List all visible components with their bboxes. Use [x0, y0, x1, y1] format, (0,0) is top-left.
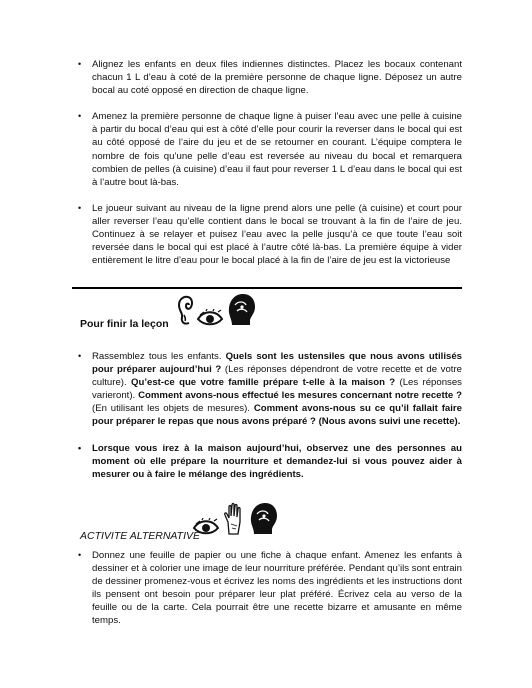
list-item [72, 110, 462, 189]
alternative-icons [192, 502, 278, 536]
bullet: • [78, 351, 82, 361]
eye-icon [196, 309, 224, 327]
ear-icon [176, 295, 194, 327]
head-silhouette-icon [226, 293, 256, 327]
list-item [72, 549, 462, 628]
list-item [72, 58, 462, 97]
question-text: Comment avons-nous effectué les mesures concernant notre recette ? [138, 390, 462, 402]
question-text: Quels sont les ustensiles que nous avons utilisés pour préparer aujourd’hui ? [92, 351, 462, 376]
list-item [72, 202, 462, 267]
bullet: • [78, 550, 82, 560]
bullet: • [78, 59, 82, 69]
closing-list [72, 350, 462, 481]
question-text: Qu’est-ce que votre famille prépare t-elle à la maison ? [131, 377, 396, 389]
alternative-heading: ACTIVITE ALTERNATIVE [80, 530, 200, 542]
section-divider [72, 287, 462, 289]
question-text: Comment avons-nous su ce qu’il fallait faire pour préparer le repas que nous avons préparé ? (Nous avons suivi une recette). [92, 403, 462, 428]
text-run: (En utilisant les objets de mesures). [92, 403, 254, 415]
text-run: (Les réponses varieront). [92, 377, 462, 402]
list-item-text: Amenez la première personne de chaque ligne à puiser l’eau avec une pelle à cuisine à partir du bocal d’eau qui est à côté d’elle pour courir la reverser dans le bocal qui est au côté opposé de l’aire du jeu et de se retourner en courant. L’équipe comptera le nombre de fois qu’une pelle d’eau est reversée au niveau du bocal et remarquera combien de pelles (à cuisine) d’eau il faut pour reverser 1 L d’eau dans le bocal qui est à l’autre bout là-bas. [92, 111, 462, 188]
bullet: • [78, 442, 82, 453]
list-item-text: Donnez une feuille de papier ou une fiche à chaque enfant. Amenez les enfants à dessiner et à colorier une image de leur nourriture préférée. Pendant qu’ils sont entrain de dessiner promenez-vous et écrivez les noms des ingrédients et les instructions dont ils pensent ont besoin pour préparer leur plat préféré. Écrivez cela au verso de la feuille ou de la carte. Cela pourrait être une recette bizarre et amusante en même temps. [92, 550, 462, 627]
eye-icon [192, 518, 220, 536]
bullet: • [78, 111, 82, 122]
list-item [72, 350, 462, 429]
text-run: (Les réponses dépendront de votre recette et de votre culture). [92, 364, 462, 389]
activity-steps-list [72, 58, 462, 267]
alternative-list [72, 549, 462, 628]
closing-heading: Pour finir la leçon [80, 318, 169, 330]
list-item [72, 442, 462, 481]
closing-icons [176, 293, 256, 327]
list-item-text: Le joueur suivant au niveau de la ligne prend alors une pelle (à cuisine) et court pour aller reverser l’eau qu’elle contient dans le bocal se trouvant à la fin de l’aire de jeu. Continuez à se relayer et puisez l’eau avec la pelle jusqu’à ce que toute l’eau soit reversée dans le bocal qui est placé à l’autre côté là-bas. La première équipe à vider entièrement le litre d’eau pour le bocal placé à la fin de l’aire de jeu est la victorieuse [92, 202, 462, 267]
list-item-text: Alignez les enfants en deux files indiennes distinctes. Placez les bocaux contenant chacun 1 L d’eau à coté de la première personne de chaque ligne. Déposez un autre bocal au coté opposé en direction de chaque ligne. [92, 59, 462, 97]
list-item-text: Lorsque vous irez à la maison aujourd’hui, observez une des personnes au moment où elle prépare la nourriture et demandez-lui si vous pouvez aider à mesurer ou à faire le mélange des ingrédients. [92, 442, 462, 480]
head-silhouette-icon [248, 502, 278, 536]
hand-icon [222, 502, 246, 536]
list-item-text [92, 351, 462, 427]
text-run: Rassemblez tous les enfants. [92, 351, 226, 362]
bullet: • [78, 202, 82, 213]
